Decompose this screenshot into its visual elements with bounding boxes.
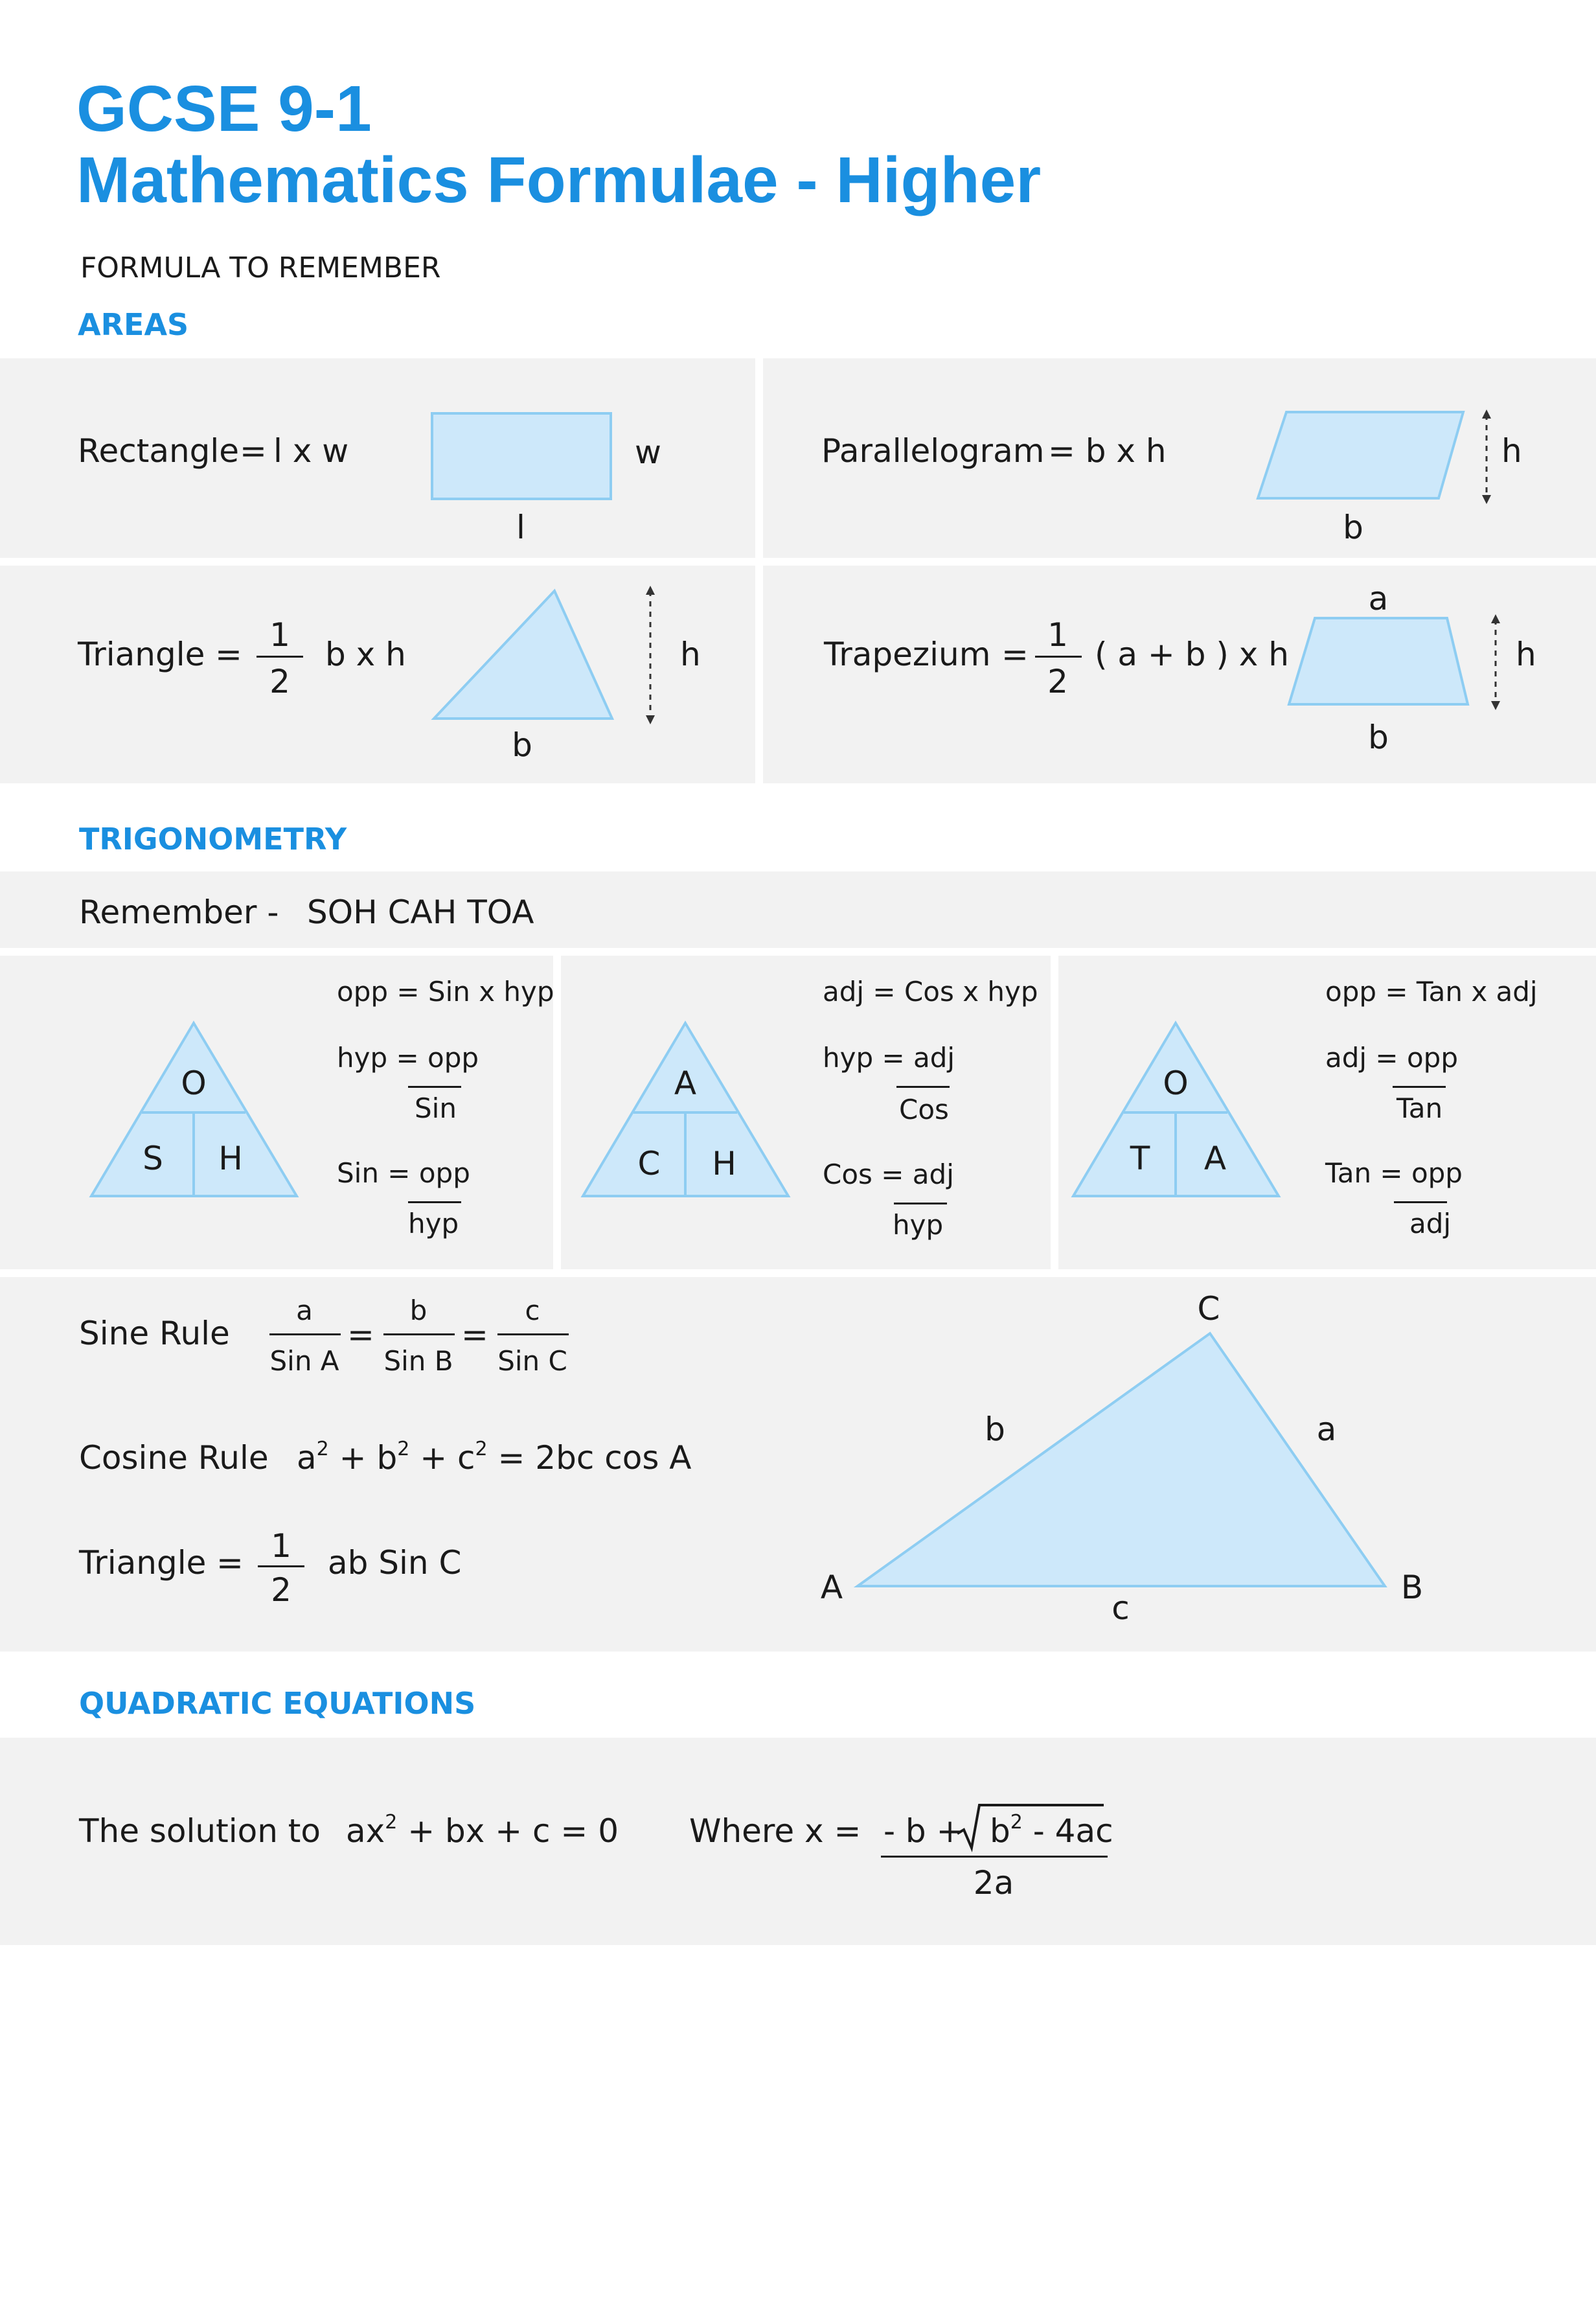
parallelogram-b-label: b xyxy=(1343,509,1363,546)
trapezium-label: Trapezium xyxy=(824,636,991,673)
parallelogram-h-label: h xyxy=(1501,432,1522,470)
side-c-label: c xyxy=(1112,1589,1130,1627)
cos-formula-2: hyp = adj xyxy=(823,1042,955,1074)
trapezium-a-label: a xyxy=(1368,580,1389,617)
subtitle: FORMULA TO REMEMBER xyxy=(80,251,441,284)
quadratic-denominator: 2a xyxy=(973,1864,1014,1902)
triangle-h-label: h xyxy=(680,636,701,673)
rectangle-w-label: w xyxy=(635,433,661,471)
quadratic-where: Where x = xyxy=(689,1812,861,1850)
quadratic-equation: $ax^2$ + bx + c = 0 xyxy=(346,1811,619,1850)
triangle-sinc-label: Triangle xyxy=(79,1544,207,1582)
trapezium-eq: = xyxy=(1001,636,1029,673)
tan-tri-top: O xyxy=(1163,1065,1189,1102)
title-line-1: GCSE 9-1 xyxy=(76,73,372,145)
cosine-rule-formula: $a^2 + b^2 + c^2 = 2bc$ cos A xyxy=(297,1438,692,1477)
sine-rule-den-2: Sin B xyxy=(383,1345,453,1377)
trapezium-b-label: b xyxy=(1368,719,1389,756)
sine-rule-den-3: Sin C xyxy=(497,1345,567,1377)
side-a-label: a xyxy=(1316,1411,1337,1448)
trapezium-h-label: h xyxy=(1516,636,1536,673)
vertex-b-label: B xyxy=(1400,1569,1424,1606)
tan-tri-right: A xyxy=(1203,1140,1227,1177)
sin-formula-2-den: Sin xyxy=(415,1092,457,1124)
cos-tri-left: C xyxy=(637,1145,661,1182)
triangle-label: Triangle xyxy=(78,636,205,673)
tan-tri-left: T xyxy=(1130,1140,1150,1177)
rectangle-l-label: l xyxy=(516,509,525,546)
mnemonic: SOH CAH TOA xyxy=(307,893,534,931)
triangle-formula: b x h xyxy=(325,636,406,673)
side-b-label: b xyxy=(985,1411,1005,1448)
cosine-rule-label: Cosine Rule xyxy=(79,1439,269,1477)
parallelogram-label: Parallelogram xyxy=(821,432,1045,470)
quadratic-lead: The solution to xyxy=(79,1812,321,1850)
quadratic-numerator-pre: - b + xyxy=(884,1812,964,1850)
sin-formula-3-den: hyp xyxy=(408,1208,459,1239)
tan-formula-1: opp = Tan x adj xyxy=(1325,976,1538,1008)
sine-rule-label: Sine Rule xyxy=(79,1315,230,1352)
sine-rule-eq-2: = xyxy=(461,1316,488,1353)
rectangle-eq: = xyxy=(240,432,267,470)
triangle-sinc-formula: ab Sin C xyxy=(328,1544,462,1582)
tan-formula-2: adj = opp xyxy=(1325,1042,1458,1074)
triangle-sinc-eq: = xyxy=(216,1544,244,1582)
quadratic-radicand: $b^2 - 4ac$ xyxy=(990,1811,1113,1850)
cos-tri-right: H xyxy=(712,1145,736,1182)
sin-tri-left: S xyxy=(142,1140,163,1177)
tan-formula-3-den: adj xyxy=(1409,1208,1452,1239)
rectangle-formula: l x w xyxy=(273,432,349,470)
cos-tri-top: A xyxy=(674,1065,697,1102)
sin-formula-1: opp = Sin x hyp xyxy=(337,976,554,1008)
triangle-frac-den: 2 xyxy=(269,663,290,700)
parallelogram-formula: = b x h xyxy=(1048,432,1167,470)
title-line-2: Mathematics Formulae - Higher xyxy=(76,144,1042,216)
trapezium-frac-den: 2 xyxy=(1047,663,1068,700)
cos-formula-3: Cos = adj xyxy=(823,1158,954,1190)
triangle-frac-num: 1 xyxy=(269,616,290,654)
vertex-a-label: A xyxy=(820,1569,843,1606)
rectangle-label: Rectangle xyxy=(78,432,240,470)
sine-rule-eq-1: = xyxy=(347,1316,374,1353)
sine-rule-num-2: b xyxy=(409,1295,428,1326)
quadratic-frac-bar xyxy=(881,1856,1108,1858)
trapezium-frac-num: 1 xyxy=(1047,616,1068,654)
cos-formula-3-den: hyp xyxy=(893,1209,944,1241)
sine-rule-den-1: Sin A xyxy=(269,1345,339,1377)
sin-tri-right: H xyxy=(218,1140,243,1177)
triangle-b-label: b xyxy=(512,726,532,764)
tan-formula-2-den: Tan xyxy=(1396,1092,1443,1124)
sine-rule-num-1: a xyxy=(296,1295,313,1326)
remember-label: Remember - xyxy=(79,893,279,931)
vertex-c-label: C xyxy=(1197,1290,1220,1328)
sin-tri-top: O xyxy=(181,1065,207,1102)
triangle-eq: = xyxy=(215,636,242,673)
sin-formula-2: hyp = opp xyxy=(337,1042,479,1074)
quadratic-heading: QUADRATIC EQUATIONS xyxy=(79,1686,476,1721)
cos-formula-1: adj = Cos x hyp xyxy=(823,976,1038,1008)
trig-heading: TRIGONOMETRY xyxy=(79,822,347,857)
cos-formula-2-den: Cos xyxy=(899,1094,949,1125)
tan-formula-3: Tan = opp xyxy=(1325,1157,1463,1189)
sin-formula-3: Sin = opp xyxy=(337,1157,470,1189)
sine-rule-num-3: c xyxy=(525,1295,540,1326)
areas-heading: AREAS xyxy=(78,307,189,342)
triangle-sinc-num: 1 xyxy=(271,1527,291,1565)
triangle-sinc-den: 2 xyxy=(271,1571,291,1609)
trapezium-formula: ( a + b ) x h xyxy=(1095,636,1289,673)
